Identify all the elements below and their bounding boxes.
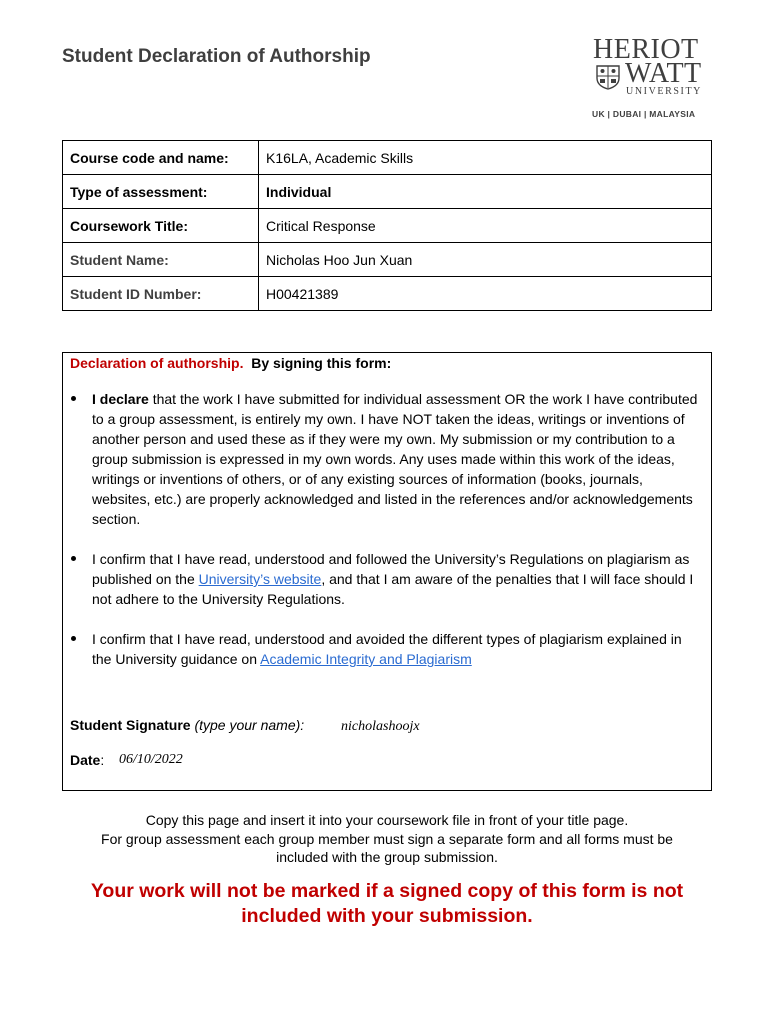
academic-integrity-link[interactable]: Academic Integrity and Plagiarism [260, 651, 472, 667]
row-value: Critical Response [259, 209, 712, 243]
signature-label [70, 715, 304, 735]
course-info-table [62, 140, 712, 311]
table-row [63, 175, 712, 209]
row-label: Student Name: [63, 243, 259, 277]
table-row [63, 141, 712, 175]
declaration-box [62, 352, 712, 791]
list-item [70, 389, 700, 529]
declaration-heading-red: Declaration of authorship. [70, 355, 244, 371]
bullet2-post: , and that I am aware of the penalties that I will face should I not adhere to the University Regulations. [92, 571, 694, 607]
signature-value[interactable]: nicholashoojx [341, 719, 420, 734]
declaration-heading-black: By signing this form: [251, 355, 392, 371]
footer-line: For group assessment each group member must sign a separate form and all forms must be [101, 830, 673, 847]
table-row [63, 243, 712, 277]
list-item [70, 629, 700, 669]
logo-line-heriot: HERIOT [593, 34, 699, 65]
bullet2-pre: I confirm that I have read, understood and followed the University’s Regulations on plagiarism as published on the [92, 551, 690, 587]
row-label: Coursework Title: [63, 209, 259, 243]
table-row [63, 277, 712, 311]
footer-note [62, 811, 712, 867]
warning-line: Your work will not be marked if a signed copy of this form is not [90, 880, 684, 902]
bullet1-text: that the work I have submitted for individual assessment OR the work I have contributed to a group assessment, is entirely my own. I have NOT taken the ideas, writings or inventions of another person and used these as if they were my own. My submission or my contribution to a group submission is expressed in my own words. Any uses made within this work of the ideas, writings or inventions of others, or of any existing sources of information (books, journals, websites, etc.) are properly acknowledged and listed in the references and/or acknowledgements section. [92, 391, 698, 527]
submission-warning [62, 879, 712, 929]
logo-line-watt: WATT [625, 58, 702, 89]
row-value: Nicholas Hoo Jun Xuan [259, 243, 712, 277]
signature-label-bold: Student Signature [70, 717, 191, 733]
declare-bold: I declare [92, 391, 149, 407]
declaration-list [70, 389, 700, 689]
logo-line-university: UNIVERSITY [626, 86, 702, 97]
date-label [70, 750, 104, 770]
row-value: K16LA, Academic Skills [259, 141, 712, 175]
table-row [63, 209, 712, 243]
list-item [70, 549, 700, 609]
university-website-link[interactable]: University’s website [198, 571, 322, 587]
date-colon: : [100, 752, 105, 768]
footer-line: Copy this page and insert it into your coursework file in front of your title page. [145, 812, 629, 828]
bullet3-pre: I confirm that I have read, understood and avoided the different types of plagiarism explained in the University guidance on [92, 631, 682, 667]
warning-line: included with your submission. [241, 905, 533, 927]
page-title: Student Declaration of Authorship [62, 46, 371, 67]
row-label: Type of assessment: [63, 175, 259, 209]
heriot-watt-logo [588, 36, 710, 122]
date-value[interactable]: 06/10/2022 [119, 752, 183, 767]
date-label-bold: Date [70, 752, 101, 768]
row-label: Student ID Number: [63, 277, 259, 311]
signature-hint: (type your name): [190, 717, 305, 733]
row-value: H00421389 [259, 277, 712, 311]
footer-line: included with the group submission. [276, 849, 498, 865]
logo-locations: UK | DUBAI | MALAYSIA [592, 109, 696, 119]
declaration-heading [70, 353, 391, 373]
crest-icon [595, 64, 621, 90]
row-label: Course code and name: [63, 141, 259, 175]
row-value: Individual [259, 175, 712, 209]
